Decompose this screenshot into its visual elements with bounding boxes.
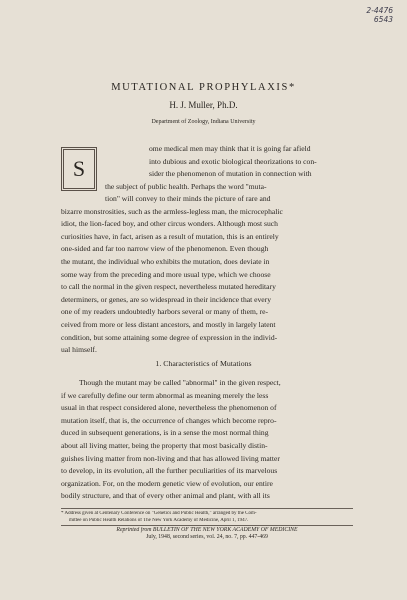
text-line: curiosities have, in fact, arisen as a result of mutation, this is an entirely	[61, 231, 279, 241]
text-line: Though the mutant may be called "abnormal" in the given respect,	[79, 378, 281, 387]
author-affiliation: Department of Zoology, Indiana University	[151, 119, 256, 125]
text-line: sider the phenomenon of mutation in connection with	[149, 169, 312, 179]
section-heading: 1. Characteristics of Mutations	[155, 359, 252, 368]
handwritten-annotation	[366, 6, 393, 24]
text-line: determiners, or genes, are so widespread in their incidence that every	[61, 294, 272, 304]
footnote-line: mittee on Public Health Relations of The New York Academy of Medicine, April 1, 1947.	[69, 517, 249, 523]
text-line: ome medical men may think that it is going far afield	[149, 144, 311, 153]
text-line: ceived from more or less distant ancestors, and mostly in largely latent	[61, 319, 276, 329]
author-name: H. J. Muller, Ph.D.	[169, 100, 238, 110]
intro-paragraph-top	[105, 143, 397, 181]
text-line: idiot, the lion-faced boy, and other circus wonders. Although most such	[61, 219, 278, 229]
text-line: usual in that respect considered alone, nevertheless the phenomenon of	[61, 403, 277, 413]
text-line: bodily structure, and that of every other animal and plant, with all its	[61, 491, 270, 501]
annotation-line-2: 6543	[373, 15, 393, 24]
reprint-divider	[61, 525, 353, 526]
footnote	[61, 511, 353, 524]
intro-paragraph-line4	[105, 181, 353, 194]
text-line: one of my readers undoubtedly harbors several or many of them, re-	[61, 307, 269, 317]
text-line: guishes living matter from non-living and that has allowed living matter	[61, 453, 280, 463]
text-line: the mutant, the individual who exhibits the mutation, does deviate in	[61, 256, 270, 266]
reprint-notice	[61, 527, 353, 542]
text-line: tion" will convey to their minds the picture of rare and	[105, 194, 271, 203]
text-line: if we carefully define our term abnormal as meaning merely the less	[61, 390, 269, 400]
text-line: bizarre monstrosities, such as the armless-legless man, the microcephalic	[61, 206, 283, 216]
text-line: the subject of public health. Perhaps the word "muta-	[105, 182, 267, 191]
text-line: ual himself.	[61, 345, 97, 355]
annotation-line-1: 2-4476	[366, 6, 393, 15]
text-line: to develop, in its evolution, all the further peculiarities of its marvelous	[61, 466, 278, 476]
text-line: some way from the preceding and more usual type, which we choose	[61, 269, 271, 279]
body-paragraph	[61, 377, 353, 503]
intro-paragraph-rest	[61, 193, 353, 357]
text-line: about all living matter, being the property that most basically distin-	[61, 440, 268, 450]
text-line: condition, but some attaining some degree of expression in the individ-	[61, 332, 278, 342]
footnote-divider	[61, 508, 353, 509]
footnote-line: * Address given at Centenary Conference on "Genetics and Public Health," arranged by the Com-	[61, 511, 257, 516]
text-line: mutation itself, that is, the occurrence of changes which become repro-	[61, 415, 277, 425]
reprint-line: July, 1948, second series, vol. 24, no. 7, pp. 447-469	[146, 534, 268, 541]
text-line: duced in subsequent generations, is in a sense the most normal thing	[61, 428, 269, 438]
paper-title: MUTATIONAL PROPHYLAXIS*	[111, 82, 296, 93]
reprint-line: Reprinted from BULLETIN OF THE NEW YORK ACADEMY OF MEDICINE	[116, 527, 298, 533]
drop-cap: S	[61, 147, 97, 191]
text-line: to call the normal in the given respect, nevertheless mutated hereditary	[61, 282, 276, 292]
text-line: organization. For, on the modern genetic view of evolution, our entire	[61, 478, 273, 488]
text-line: into dubious and exotic biological theorizations to con-	[149, 156, 317, 166]
text-line: one-sided and far too narrow view of the phenomenon. Even though	[61, 244, 269, 254]
